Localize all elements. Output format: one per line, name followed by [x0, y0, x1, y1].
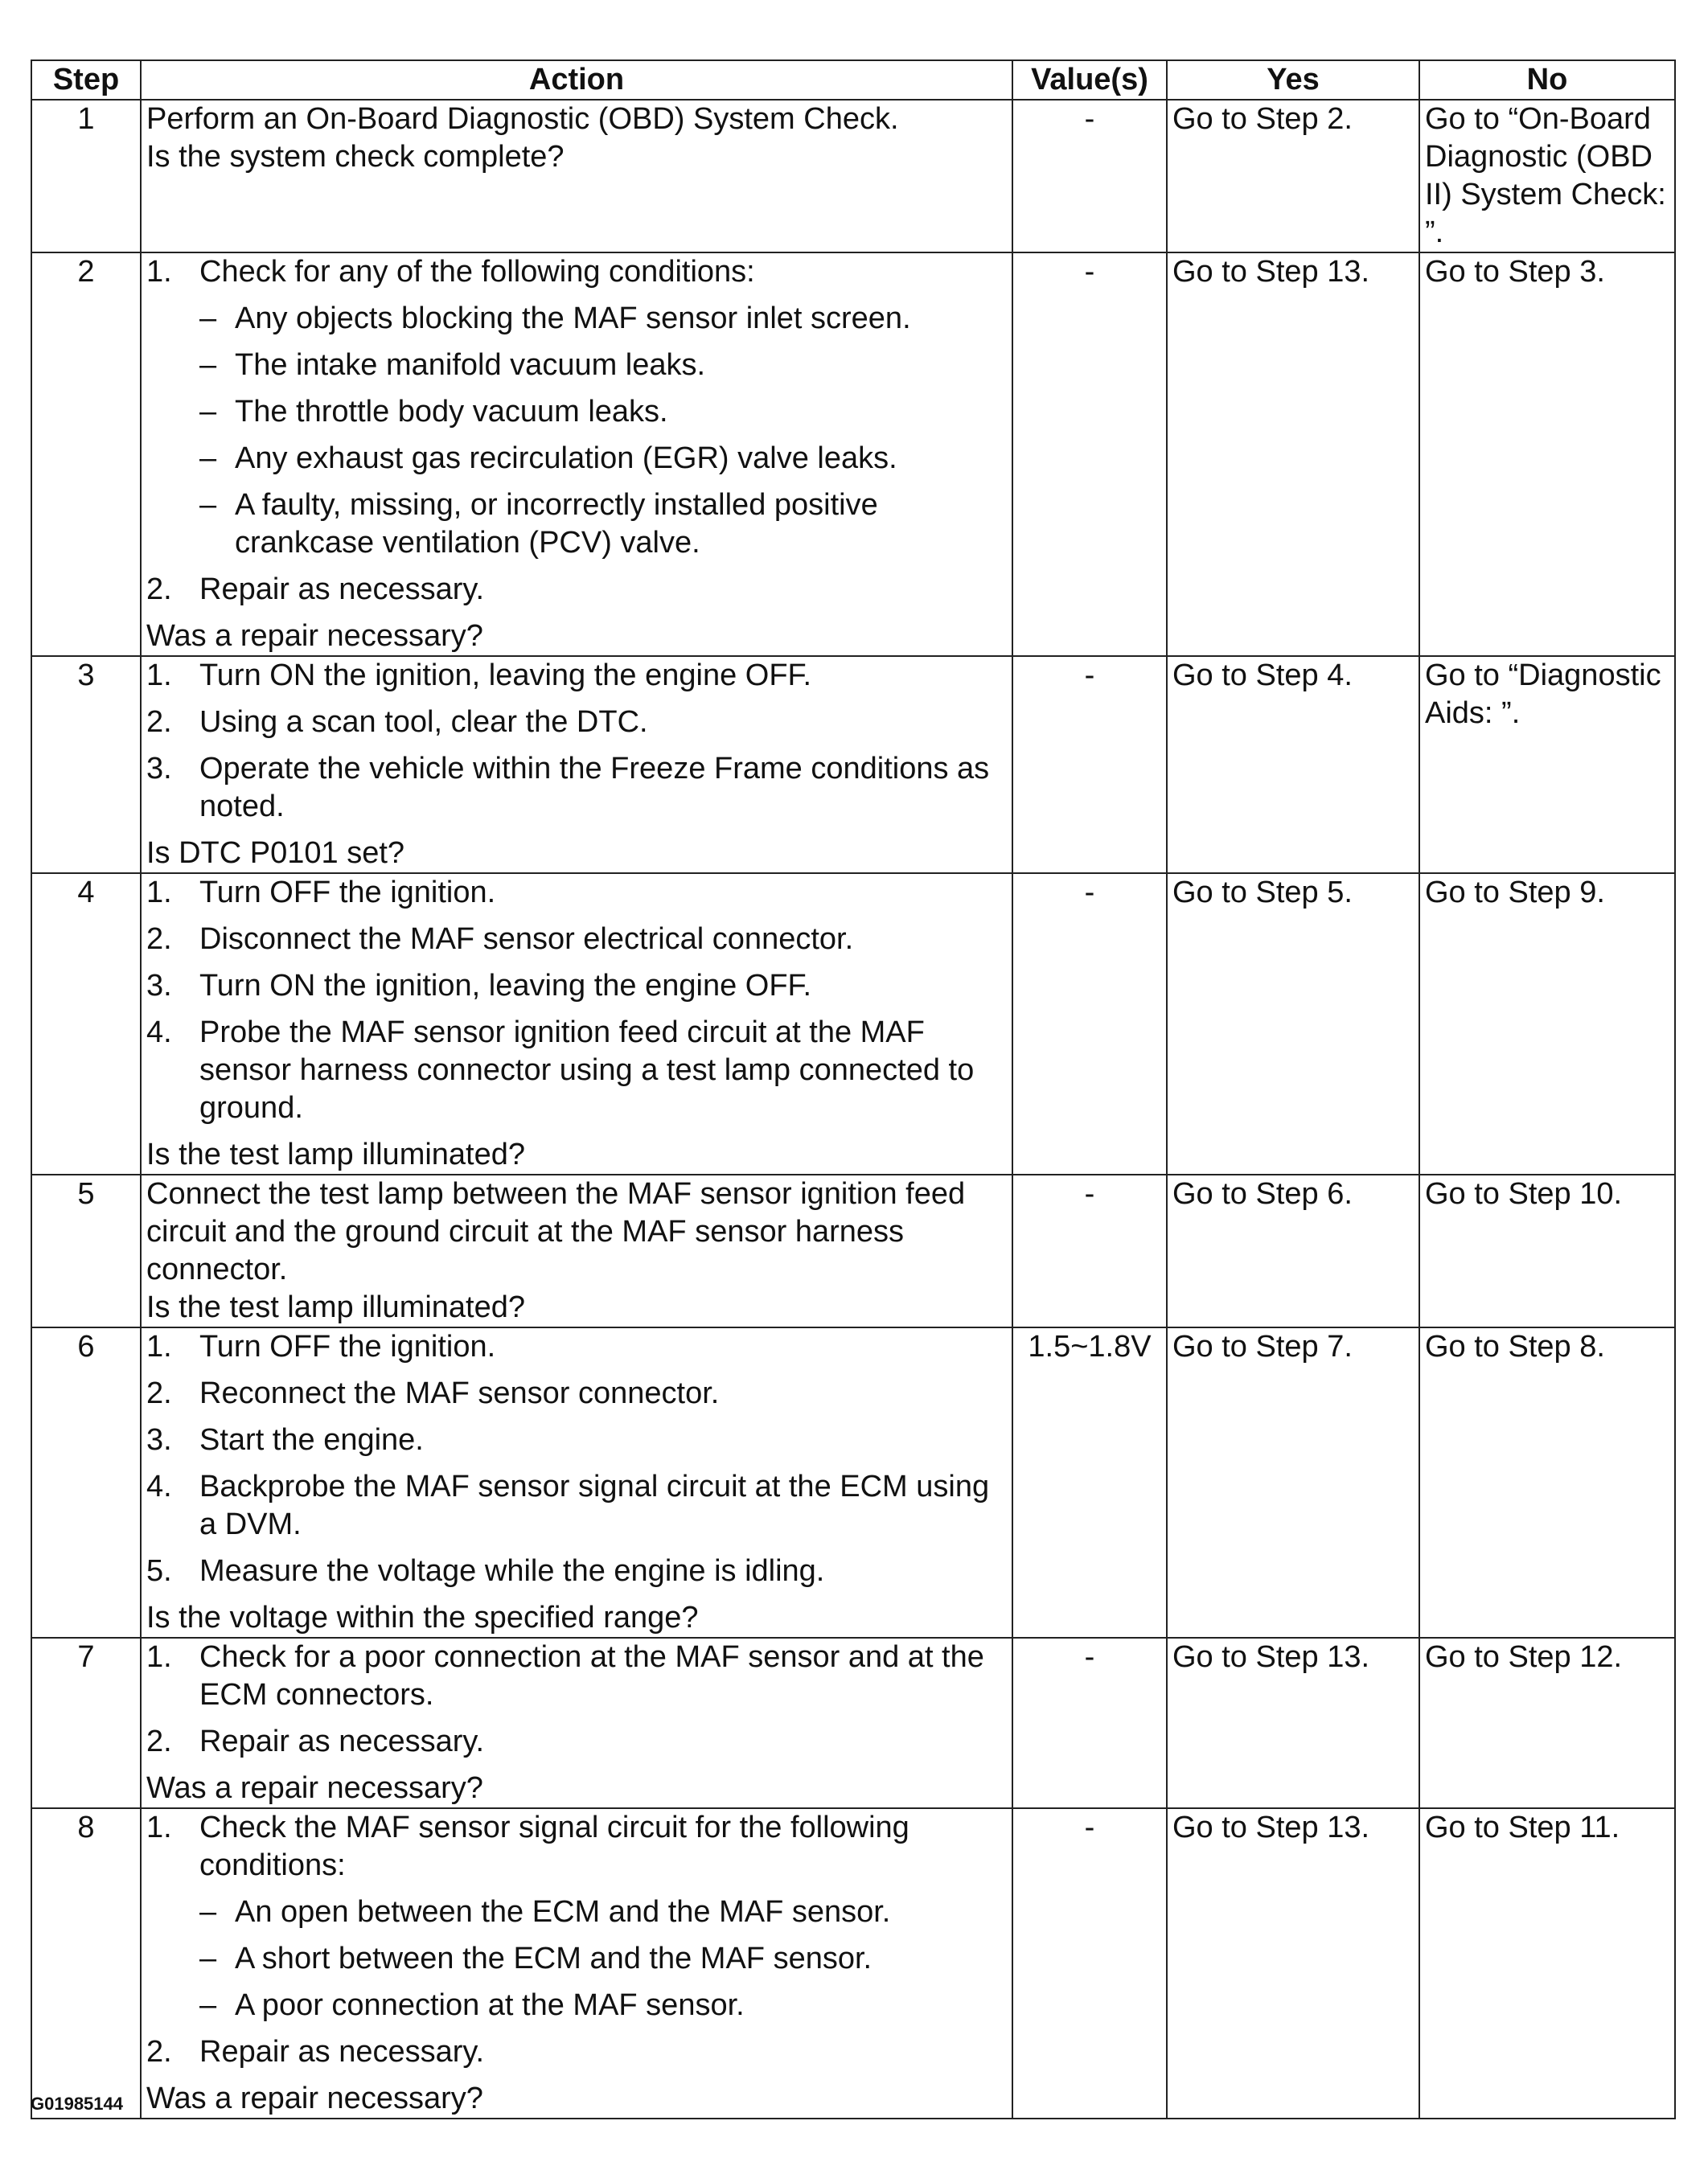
table-row — [31, 252, 1675, 656]
value-cell: - — [1012, 1808, 1167, 2119]
action-step-number: 1. — [146, 876, 172, 909]
action-step-text: Operate the vehicle within the Freeze Frame conditions as noted. — [199, 752, 990, 823]
action-question: Is DTC P0101 set? — [146, 836, 405, 870]
action-step-number: 4. — [146, 1470, 172, 1503]
no-cell: Go to Step 10. — [1419, 1175, 1675, 1327]
action-cell — [141, 1327, 1012, 1638]
action-cell — [141, 656, 1012, 873]
action-step-text: Check for a poor connection at the MAF sensor and at the ECM connectors. — [199, 1640, 984, 1712]
action-step-number: 1. — [146, 1640, 172, 1674]
action-step-item — [146, 657, 1007, 695]
header-row — [31, 60, 1675, 100]
condition-item — [199, 393, 1007, 431]
action-cell — [141, 1175, 1012, 1327]
action-step-item — [146, 1328, 1007, 1366]
action-step-number: 4. — [146, 1015, 172, 1049]
step-number-cell: 2 — [31, 252, 141, 656]
action-step-item — [146, 1553, 1007, 1590]
action-step-item — [146, 253, 1007, 291]
table-row — [31, 1327, 1675, 1638]
no-cell: Go to Step 8. — [1419, 1327, 1675, 1638]
action-step-item — [146, 1421, 1007, 1459]
condition-text: Any objects blocking the MAF sensor inlet screen. — [235, 302, 911, 335]
condition-item — [199, 300, 1007, 338]
condition-item — [199, 347, 1007, 384]
action-step-number: 1. — [146, 658, 172, 692]
action-step-item — [146, 1809, 1007, 1885]
action-question: Is the voltage within the specified range? — [146, 1601, 699, 1635]
value-cell: - — [1012, 873, 1167, 1175]
action-step-item — [146, 1468, 1007, 1544]
table-row — [31, 1638, 1675, 1808]
header-values: Value(s) — [1012, 60, 1167, 100]
action-step-item — [146, 1639, 1007, 1714]
yes-cell: Go to Step 6. — [1167, 1175, 1419, 1327]
action-step-number: 1. — [146, 1811, 172, 1844]
yes-cell: Go to Step 7. — [1167, 1327, 1419, 1638]
action-step-number: 1. — [146, 255, 172, 289]
dash-bullet: – — [199, 1895, 217, 1929]
yes-cell: Go to Step 5. — [1167, 873, 1419, 1175]
condition-text: An open between the ECM and the MAF sensor. — [235, 1895, 891, 1929]
value-cell: - — [1012, 252, 1167, 656]
action-cell — [141, 873, 1012, 1175]
condition-item — [199, 1940, 1007, 1978]
table-body — [31, 100, 1675, 2119]
figure-id: G01985144 — [31, 2094, 123, 2114]
action-step-number: 3. — [146, 752, 172, 786]
condition-item — [199, 1987, 1007, 2024]
action-step-text: Turn OFF the ignition. — [199, 1330, 496, 1364]
action-step-number: 2. — [146, 2035, 172, 2069]
no-cell: Go to Step 11. — [1419, 1808, 1675, 2119]
condition-item — [199, 486, 1007, 562]
step-number-cell: 3 — [31, 656, 141, 873]
action-step-number: 2. — [146, 922, 172, 956]
action-step-item — [146, 1375, 1007, 1413]
action-text: Connect the test lamp between the MAF sensor ignition feed circuit and the ground circuit at the MAF sensor harness connector. — [146, 1177, 966, 1286]
step-number-cell: 8 — [31, 1808, 141, 2119]
dash-bullet: – — [199, 302, 217, 335]
action-cell — [141, 1638, 1012, 1808]
condition-text: A faulty, missing, or incorrectly installed positive crankcase ventilation (PCV) valve. — [235, 488, 878, 560]
yes-cell: Go to Step 4. — [1167, 656, 1419, 873]
action-cell — [141, 1808, 1012, 2119]
condition-text: A poor connection at the MAF sensor. — [235, 1988, 745, 2022]
action-step-number: 2. — [146, 1376, 172, 1410]
action-step-item — [146, 1723, 1007, 1761]
step-number-cell: 1 — [31, 100, 141, 252]
action-step-text: Turn ON the ignition, leaving the engine OFF. — [199, 658, 812, 692]
table-row — [31, 100, 1675, 252]
step-number-cell: 4 — [31, 873, 141, 1175]
value-cell: 1.5~1.8V — [1012, 1327, 1167, 1638]
no-cell: Go to Step 12. — [1419, 1638, 1675, 1808]
action-step-item — [146, 874, 1007, 912]
diagnostic-table — [31, 59, 1676, 2119]
action-step-item — [146, 750, 1007, 826]
yes-cell: Go to Step 13. — [1167, 252, 1419, 656]
yes-cell: Go to Step 2. — [1167, 100, 1419, 252]
action-step-number: 2. — [146, 1725, 172, 1758]
table-row — [31, 656, 1675, 873]
dash-bullet: – — [199, 348, 217, 382]
dash-bullet: – — [199, 1942, 217, 1975]
action-step-text: Measure the voltage while the engine is idling. — [199, 1554, 825, 1588]
action-question: Was a repair necessary? — [146, 2082, 483, 2115]
yes-cell: Go to Step 13. — [1167, 1638, 1419, 1808]
action-step-number: 3. — [146, 969, 172, 1003]
action-step-number: 3. — [146, 1423, 172, 1457]
value-cell: - — [1012, 100, 1167, 252]
action-step-number: 2. — [146, 572, 172, 606]
action-step-text: Turn OFF the ignition. — [199, 876, 496, 909]
action-step-number: 5. — [146, 1554, 172, 1588]
action-step-item — [146, 2033, 1007, 2071]
dash-bullet: – — [199, 395, 217, 429]
action-step-text: Probe the MAF sensor ignition feed circuit at the MAF sensor harness connector using a test lamp connected to ground. — [199, 1015, 975, 1125]
no-cell: Go to “On-Board Diagnostic (OBD II) System Check: ”. — [1419, 100, 1675, 252]
action-step-text: Check the MAF sensor signal circuit for the following conditions: — [199, 1811, 909, 1882]
condition-text: Any exhaust gas recirculation (EGR) valve leaks. — [235, 441, 897, 475]
action-step-item — [146, 967, 1007, 1005]
yes-cell: Go to Step 13. — [1167, 1808, 1419, 2119]
action-step-text: Using a scan tool, clear the DTC. — [199, 705, 648, 739]
action-step-item — [146, 1014, 1007, 1127]
action-step-text: Repair as necessary. — [199, 572, 485, 606]
step-number-cell: 5 — [31, 1175, 141, 1327]
header-yes: Yes — [1167, 60, 1419, 100]
value-cell: - — [1012, 1175, 1167, 1327]
dash-bullet: – — [199, 1988, 217, 2022]
action-question: Was a repair necessary? — [146, 619, 483, 653]
action-step-number: 2. — [146, 705, 172, 739]
action-step-text: Reconnect the MAF sensor connector. — [199, 1376, 720, 1410]
header-no: No — [1419, 60, 1675, 100]
condition-item — [199, 1893, 1007, 1931]
step-number-cell: 7 — [31, 1638, 141, 1808]
dash-bullet: – — [199, 488, 217, 522]
table-row — [31, 1175, 1675, 1327]
action-step-item — [146, 704, 1007, 741]
value-cell: - — [1012, 656, 1167, 873]
action-step-text: Disconnect the MAF sensor electrical connector. — [199, 922, 854, 956]
action-step-text: Backprobe the MAF sensor signal circuit at the ECM using a DVM. — [199, 1470, 990, 1541]
header-step: Step — [31, 60, 141, 100]
action-question: Was a repair necessary? — [146, 1771, 483, 1805]
no-cell: Go to Step 3. — [1419, 252, 1675, 656]
table-row — [31, 1808, 1675, 2119]
no-cell: Go to “Diagnostic Aids: ”. — [1419, 656, 1675, 873]
action-question: Is the system check complete? — [146, 140, 565, 174]
action-step-item — [146, 571, 1007, 609]
condition-text: The throttle body vacuum leaks. — [235, 395, 668, 429]
action-question: Is the test lamp illuminated? — [146, 1138, 526, 1171]
no-cell: Go to Step 9. — [1419, 873, 1675, 1175]
condition-text: A short between the ECM and the MAF sensor. — [235, 1942, 872, 1975]
action-step-text: Check for any of the following conditions: — [199, 255, 755, 289]
action-step-item — [146, 921, 1007, 958]
action-cell — [141, 252, 1012, 656]
action-step-text: Start the engine. — [199, 1423, 424, 1457]
action-cell — [141, 100, 1012, 252]
dash-bullet: – — [199, 441, 217, 475]
action-step-text: Turn ON the ignition, leaving the engine OFF. — [199, 969, 812, 1003]
table-row — [31, 873, 1675, 1175]
header-action: Action — [141, 60, 1012, 100]
value-cell: - — [1012, 1638, 1167, 1808]
action-step-number: 1. — [146, 1330, 172, 1364]
condition-item — [199, 440, 1007, 478]
action-question: Is the test lamp illuminated? — [146, 1290, 526, 1324]
condition-text: The intake manifold vacuum leaks. — [235, 348, 706, 382]
action-text: Perform an On-Board Diagnostic (OBD) System Check. — [146, 102, 899, 136]
action-step-text: Repair as necessary. — [199, 1725, 485, 1758]
table-header — [31, 60, 1675, 100]
step-number-cell: 6 — [31, 1327, 141, 1638]
action-step-text: Repair as necessary. — [199, 2035, 485, 2069]
